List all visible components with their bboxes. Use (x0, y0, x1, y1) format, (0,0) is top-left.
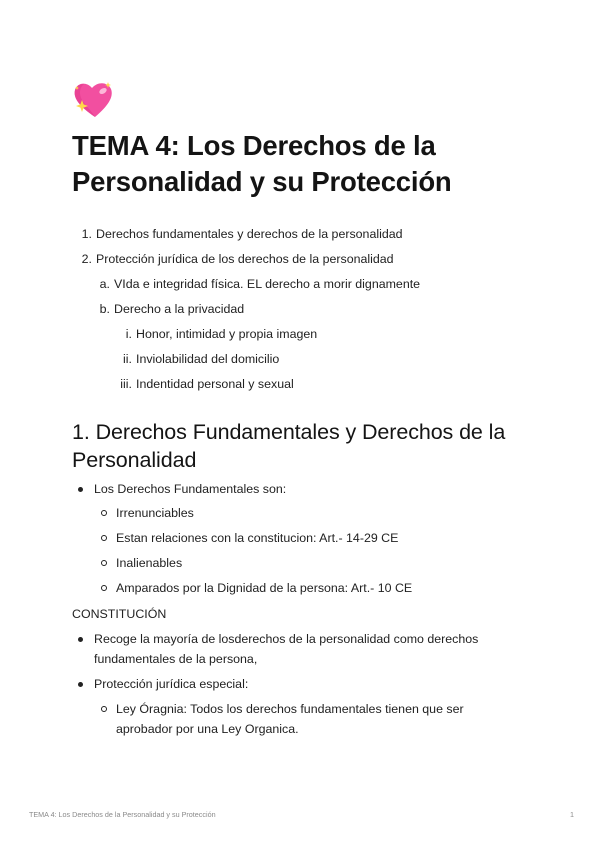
bullet-dot-icon (78, 487, 83, 492)
list-item-text: Los Derechos Fundamentales son: (94, 482, 287, 496)
list-item-text: Inalienables (116, 556, 183, 570)
list-item (72, 479, 542, 503)
toc-text: Protección jurídica de los derechos de la personalidad (96, 252, 394, 266)
bullet-circle-icon (101, 706, 107, 712)
toc-text: Indentidad personal y sexual (136, 377, 294, 391)
toc-marker: b. (99, 302, 110, 316)
bullet-circle-icon (101, 510, 107, 516)
toc-item (72, 299, 542, 324)
list-item-text: Protección jurídica especial: (94, 677, 249, 691)
list-item (72, 553, 542, 578)
toc-marker: 2. (81, 252, 92, 266)
bullet-circle-icon (101, 560, 107, 566)
toc-text: VIda e integridad física. EL derecho a morir dignamente (114, 277, 421, 291)
toc-item (72, 274, 542, 299)
bullet-circle-icon (101, 585, 107, 591)
page-number: 1 (570, 810, 574, 819)
toc-text: Derecho a la privacidad (114, 302, 245, 316)
toc-item (72, 224, 542, 249)
toc-item (72, 324, 542, 349)
sparkling-heart-icon (71, 78, 115, 120)
toc-marker: 1. (81, 227, 92, 241)
list-item-text: Amparados por la Dignidad de la persona: Art.- 10 CE (116, 581, 413, 595)
toc-marker: a. (99, 277, 110, 291)
footer-title: TEMA 4: Los Derechos de la Personalidad y su Protección (29, 810, 216, 819)
list-item-text: Ley Óragnia: Todos los derechos fundamentales tienen que ser aprobador por una Ley Organica. (116, 702, 464, 736)
toc-item (72, 249, 542, 274)
toc-marker: i. (125, 327, 132, 341)
page-title: TEMA 4: Los Derechos de la Personalidad y su Protección (72, 130, 452, 197)
toc-item (72, 349, 542, 374)
list-item (72, 578, 542, 604)
table-of-contents (72, 224, 542, 399)
bullet-dot-icon (78, 637, 83, 642)
list-item-text: Irrenunciables (116, 506, 194, 520)
list-item (72, 503, 542, 528)
list-item (72, 674, 542, 699)
list-item (72, 699, 542, 739)
section-label: CONSTITUCIÓN (72, 607, 167, 621)
list-item-text: Recoge la mayoría de losderechos de la personalidad como derechos fundamentales de la persona, (94, 632, 479, 666)
list-item-text: Estan relaciones con la constitucion: Art.- 14-29 CE (116, 531, 399, 545)
bullet-circle-icon (101, 535, 107, 541)
section-body (72, 479, 542, 739)
toc-text: Inviolabilidad del domicilio (136, 352, 280, 366)
toc-text: Honor, intimidad y propia imagen (136, 327, 318, 341)
toc-marker: ii. (123, 352, 132, 366)
section-heading: 1. Derechos Fundamentales y Derechos de la Personalidad (72, 420, 506, 472)
toc-text: Derechos fundamentales y derechos de la personalidad (96, 227, 403, 241)
bullet-dot-icon (78, 682, 83, 687)
list-item (72, 629, 542, 674)
toc-marker: iii. (120, 377, 132, 391)
toc-item (72, 374, 542, 399)
list-item (72, 528, 542, 553)
